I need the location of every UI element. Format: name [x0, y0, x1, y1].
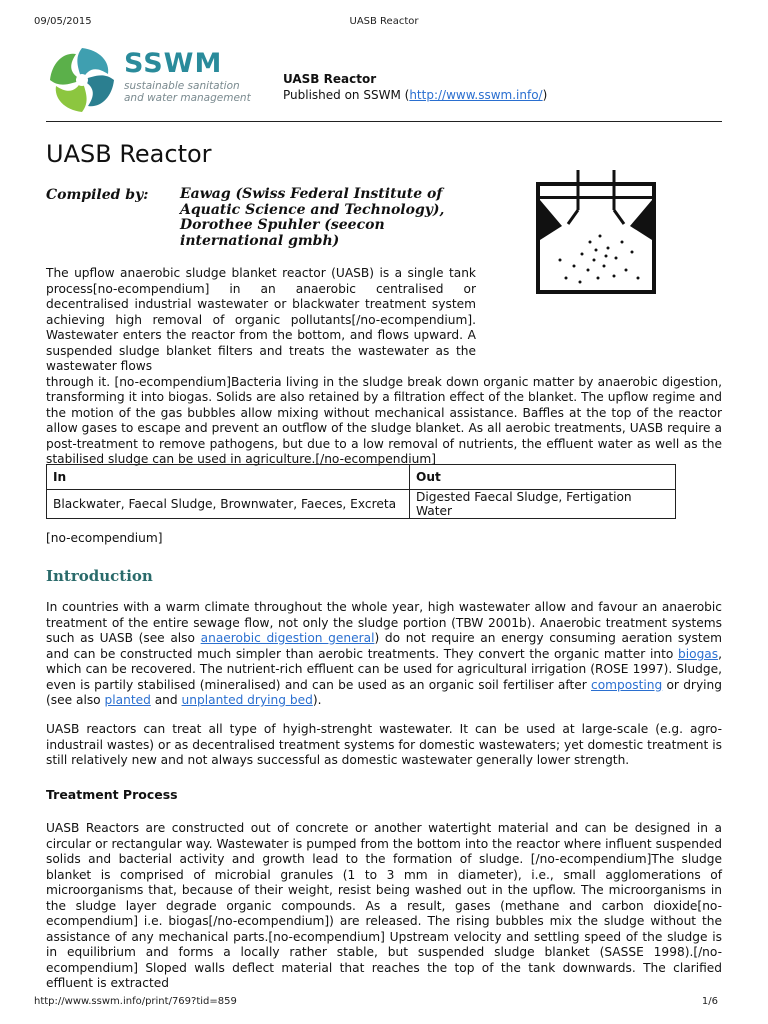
introduction-paragraph-1 [46, 600, 722, 709]
table-header-out: Out [410, 465, 676, 490]
intro-text-wide: through it. [no-ecompendium]Bacteria living in the sludge break down organic matter by anaerobic digestion, transforming it into biogas. Solids are also retained by a filtration effect of the blanket. The upflow regime and the motion of the gas bubbles allow mixing without mechanical assistance. Baffles at the top of the reactor allow gases to escape and prevent an outflow of the sludge blanket. As all aerobic treatments, UASB require a post-treatment to remove pathogens, but due to a low removal of nutrients, the effluent water as well as the stabilised sludge can be used in agriculture.[/no-ecompendium] [46, 374, 722, 466]
published-suffix: ) [542, 88, 548, 102]
published-title: UASB Reactor [283, 72, 377, 86]
header-divider [46, 121, 722, 122]
logo-tagline [124, 80, 251, 104]
text-run: ). [312, 693, 322, 707]
footer-page-number: 1/6 [701, 996, 718, 1007]
table-header-in: In [47, 465, 410, 490]
print-title: UASB Reactor [349, 16, 419, 27]
sswm-logo-icon [44, 44, 120, 116]
text-run: and [150, 693, 182, 707]
text-run: or drying (see also [46, 677, 722, 707]
treatment-process-heading: Treatment Process [46, 787, 178, 802]
print-date: 09/05/2015 [34, 16, 92, 27]
author-line: Aquatic Science and Technology), [180, 201, 445, 218]
link-planted[interactable]: planted [104, 693, 151, 707]
intro-text-narrow: The upflow anaerobic sludge blanket reactor (UASB) is a single tank process[no-ecompendium] in an anaerobic centralised or decentralised industrial wastewater or blackwater treatment system achieving high removal of organic pollutants[/no-ecompendium]. Wastewater enters the reactor from the bottom, and flows upward. A suspended sludge blanket filters and treats the wastewater as the wastewater flows [46, 266, 476, 373]
author-line: Eawag (Swiss Federal Institute of [180, 186, 443, 202]
table-row [47, 490, 676, 519]
author-line: Dorothee Spuhler (seecon [180, 217, 385, 233]
compiled-by-label: Compiled by: [46, 187, 149, 203]
treatment-paragraph: UASB Reactors are constructed out of concrete or another watertight material and can be designed in a circular or rectangular way. Wastewater is pumped from the bottom into the reactor where influent suspended solids and bacterial activity and growth lead to the formation of sludge. [/no-ecompendium]The sludge blanket is comprised of microbial granules (1 to 3 mm in diameter), i.e., small agglomerations of microorganisms that, because of their weight, resist being washed out in the upflow. The microorganisms in the sludge layer degrade organic compounds. As a result, gases (methane and carbon dioxide[no-ecompendium] i.e. biogas[/no-ecompendium]) are released. The rising bubbles mix the sludge without the assistance of any mechanical parts.[no-ecompendium] Upstream velocity and settling speed of the sludge is in equilibrium and forms a locally rather stable, but suspended sludge blanket (SASSE 1998).[/no-ecompendium] Sloped walls deflect material that reaches the top of the tank downwards. The clarified effluent is extracted [46, 821, 722, 990]
in-out-table [46, 464, 676, 519]
introduction-heading: Introduction [46, 567, 153, 585]
published-prefix: Published on SSWM ( [283, 88, 410, 102]
page-title: UASB Reactor [46, 140, 212, 168]
published-line [283, 88, 547, 102]
footer-url: http://www.sswm.info/print/769?tid=859 [34, 996, 237, 1007]
compiled-by-authors [180, 187, 480, 249]
text-run: In countries with a warm climate throughout the whole year, high wastewater allow and favour an anaerobic treatment of the entire sewage flow, not only the sludge portion (TBW 2001b). Anaerobic treatment systems such as UASB (see also [46, 600, 722, 645]
introduction-paragraph-2: UASB reactors can treat all type of hyigh-strenght wastewater. It can be used at large-scale (e.g. agro-industrail wastes) or as decentralised treatment systems for domestic wastewaters; yet domestic treatment is still relatively new and not always successful as domestic wastewater generally lower strength. [46, 722, 722, 767]
logo-name: SSWM [124, 48, 223, 79]
table-cell-out: Digested Faecal Sludge, Fertigation Water [410, 490, 676, 519]
link-unplanted-drying-bed[interactable]: unplanted drying bed [181, 693, 313, 707]
logo-tagline-2: and water management [124, 92, 251, 104]
sswm-link[interactable]: http://www.sswm.info/ [409, 88, 543, 102]
table-header-row [47, 465, 676, 490]
ecompendium-marker: [no-ecompendium] [46, 531, 163, 545]
link-anaerobic-digestion[interactable]: anaerobic digestion general [200, 631, 375, 645]
author-line: international gmbh) [180, 232, 340, 249]
link-biogas[interactable]: biogas [677, 646, 719, 661]
link-composting[interactable]: composting [591, 677, 663, 692]
text-run: ) do not require an energy consuming aeration system and can be constructed much simpler than aerobic treatments. They convert the organic matter into [46, 631, 722, 661]
table-cell-in: Blackwater, Faecal Sludge, Brownwater, Faeces, Excreta [47, 490, 410, 519]
intro-paragraph [46, 266, 722, 468]
logo-tagline-1: sustainable sanitation [124, 80, 240, 92]
text-run: , which can be recovered. The nutrient-rich effluent can be used for agricultural irrigation (ROSE 1997). Sludge, even is partily stabilised (mineralised) and can be used as an organic soil fertiliser after [46, 646, 722, 692]
